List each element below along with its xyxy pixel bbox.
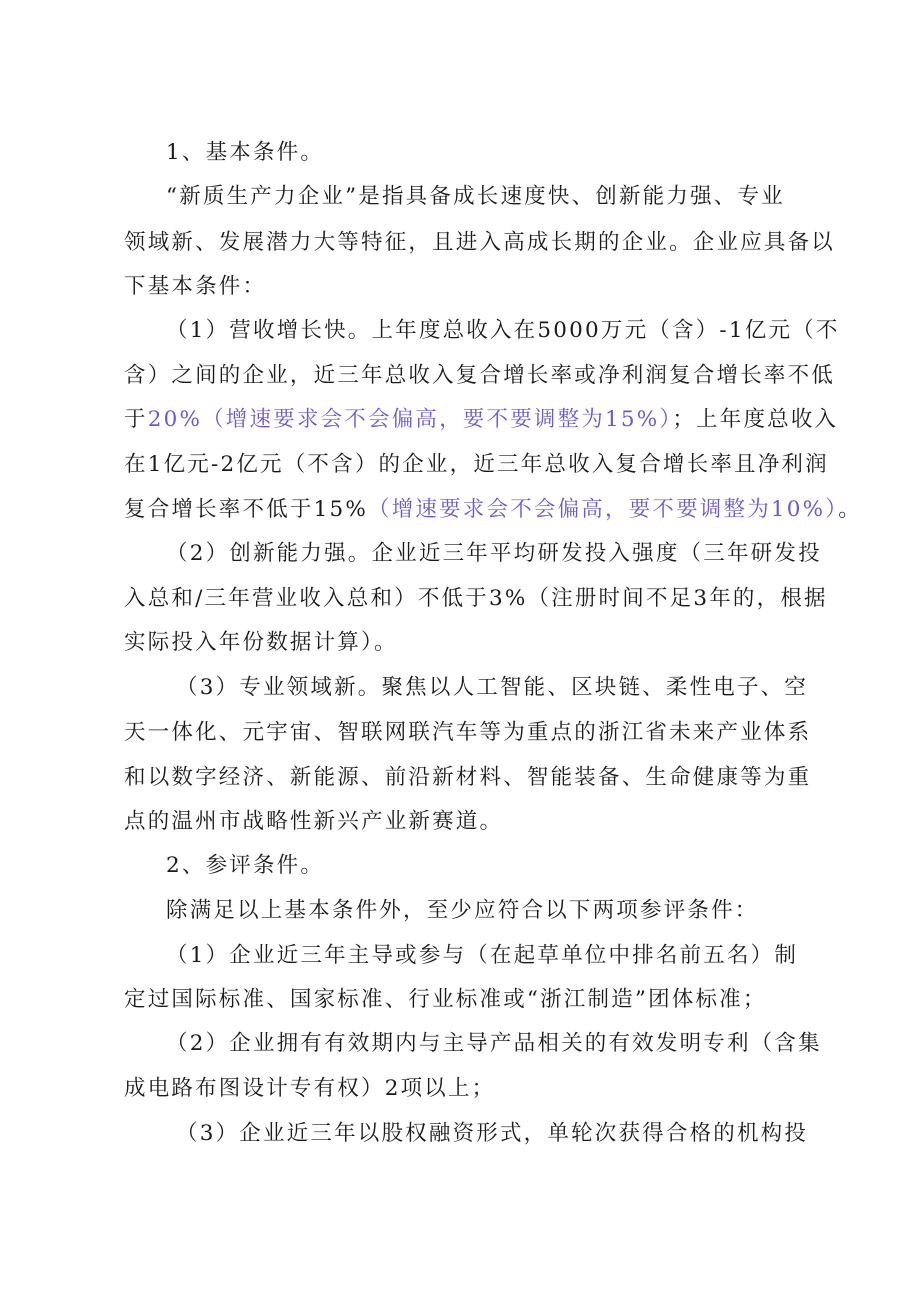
item2-line-1: （2）创新能力强。企业近三年平均研发投入强度（三年研发投 (166, 541, 822, 566)
item3-line-3: 和以数字经济、新能源、前沿新材料、智能装备、生命健康等为重 (124, 765, 812, 790)
s2-item1-line-2: 定过国际标准、国家标准、行业标准或“浙江制造”团体标准； (124, 987, 767, 1012)
section1-intro-line-2: 领域新、发展潜力大等特征，且进入高成长期的企业。企业应具备以 (124, 230, 836, 255)
item1-line-5 (124, 495, 862, 525)
item3-line-2: 天一体化、元宇宙、智联网联汽车等为重点的浙江省未来产业体系 (124, 720, 812, 745)
item1-line-3 (124, 405, 838, 435)
s2-item3-line-1: （3）企业近三年以股权融资形式，单轮次获得合格的机构投 (176, 1121, 809, 1146)
section1-heading: 1、基本条件。 (166, 140, 325, 165)
item1-line-5-end: 。 (838, 497, 862, 522)
item1-line-3-end: ；上年度总收入 (672, 407, 839, 432)
item3-line-4: 点的温州市战略性新兴产业新赛道。 (124, 809, 504, 834)
item1-line-5-start: 复合增长率不低于15% (124, 497, 368, 522)
item2-line-2: 入总和/三年营业收入总和）不低于3%（注册时间不足3年的，根据 (124, 586, 828, 611)
item3-line-1: （3）专业领域新。聚焦以人工智能、区块链、柔性电子、空 (176, 675, 809, 700)
section2-heading: 2、参评条件。 (166, 853, 325, 878)
review-comment-growth-20: 20%（增速要求会不会偏高，要不要调整为15%） (147, 407, 673, 432)
item1-line-4: 在1亿元-2亿元（不含）的企业，近三年总收入复合增长率且净利润 (124, 452, 829, 477)
s2-item1-line-1: （1）企业近三年主导或参与（在起草单位中排名前五名）制 (166, 943, 799, 968)
section2-intro: 除满足以上基本条件外，至少应符合以下两项参评条件： (166, 898, 759, 923)
section1-intro-line-1: “新质生产力企业”是指具备成长速度快、创新能力强、专业 (166, 184, 785, 209)
s2-item2-line-2: 成电路布图设计专有权）2项以上； (124, 1076, 496, 1101)
s2-item2-line-1: （2）企业拥有有效期内与主导产品相关的有效发明专利（含集 (166, 1031, 822, 1056)
item1-line-3-start: 于 (124, 407, 148, 432)
item2-line-3: 实际投入年份数据计算）。 (124, 630, 398, 655)
section1-intro-line-3: 下基本条件： (124, 274, 267, 299)
review-comment-growth-15: （增速要求会不会偏高，要不要调整为10%） (368, 497, 839, 522)
item1-line-2: 含）之间的企业，近三年总收入复合增长率或净利润复合增长率不低 (124, 363, 836, 388)
item1-line-1: （1）营收增长快。上年度总收入在5000万元（含）-1亿元（不 (166, 318, 840, 343)
